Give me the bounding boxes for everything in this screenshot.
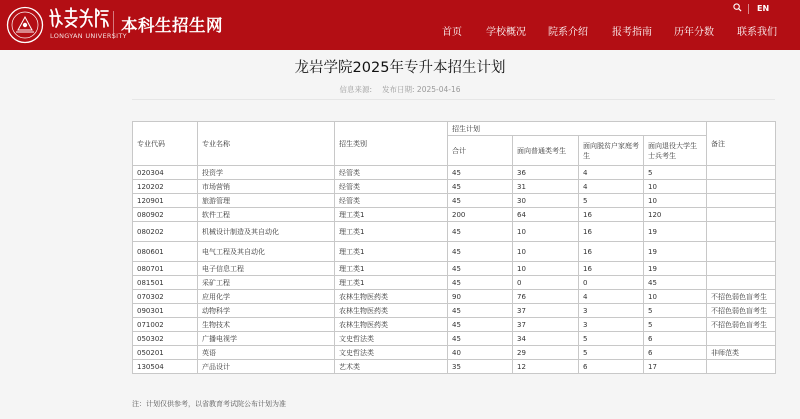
cell-total: 45 bbox=[448, 166, 513, 180]
cell-poverty: 6 bbox=[579, 360, 644, 374]
enrollment-plan-table bbox=[132, 121, 776, 374]
cell-veteran: 10 bbox=[644, 194, 707, 208]
table-row bbox=[133, 222, 776, 242]
cell-general: 37 bbox=[513, 318, 579, 332]
cell-general: 0 bbox=[513, 276, 579, 290]
cell-remark bbox=[707, 222, 776, 242]
cell-remark bbox=[707, 180, 776, 194]
header-divider bbox=[113, 11, 114, 39]
footnote: 注：计划仅供参考，以省教育考试院公布计划为准 bbox=[132, 400, 286, 408]
table-row bbox=[133, 290, 776, 304]
cell-total: 45 bbox=[448, 304, 513, 318]
article-meta bbox=[0, 84, 800, 95]
brand-calligraphy bbox=[48, 6, 110, 30]
table-row bbox=[133, 194, 776, 208]
table-row bbox=[133, 262, 776, 276]
cell-total: 45 bbox=[448, 222, 513, 242]
search-icon[interactable] bbox=[733, 3, 742, 14]
cell-poverty: 4 bbox=[579, 166, 644, 180]
cell-veteran: 19 bbox=[644, 222, 707, 242]
cell-general: 30 bbox=[513, 194, 579, 208]
cell-name: 电子信息工程 bbox=[198, 262, 335, 276]
cell-code: 080202 bbox=[133, 222, 198, 242]
cell-veteran: 19 bbox=[644, 262, 707, 276]
site-header bbox=[0, 0, 800, 50]
cell-code: 081501 bbox=[133, 276, 198, 290]
cell-code: 090301 bbox=[133, 304, 198, 318]
cell-total: 45 bbox=[448, 242, 513, 262]
cell-name: 市场营销 bbox=[198, 180, 335, 194]
table-row bbox=[133, 346, 776, 360]
cell-code: 120202 bbox=[133, 180, 198, 194]
cell-name: 采矿工程 bbox=[198, 276, 335, 290]
cell-category: 文史哲法类 bbox=[335, 332, 448, 346]
cell-code: 080701 bbox=[133, 262, 198, 276]
cell-veteran: 6 bbox=[644, 332, 707, 346]
header-total: 合计 bbox=[448, 136, 513, 166]
language-switch-en[interactable]: EN bbox=[757, 4, 770, 13]
header-category: 招生类别 bbox=[335, 122, 448, 166]
header-plan-group: 招生计划 bbox=[448, 122, 707, 136]
cell-name: 广播电视学 bbox=[198, 332, 335, 346]
cell-name: 电气工程及其自动化 bbox=[198, 242, 335, 262]
cell-category: 理工类1 bbox=[335, 208, 448, 222]
cell-veteran: 10 bbox=[644, 180, 707, 194]
cell-poverty: 3 bbox=[579, 318, 644, 332]
table-row bbox=[133, 332, 776, 346]
cell-total: 35 bbox=[448, 360, 513, 374]
cell-code: 120901 bbox=[133, 194, 198, 208]
cell-total: 45 bbox=[448, 180, 513, 194]
table-row bbox=[133, 242, 776, 262]
cell-poverty: 3 bbox=[579, 304, 644, 318]
cell-total: 200 bbox=[448, 208, 513, 222]
cell-total: 45 bbox=[448, 332, 513, 346]
nav-scores[interactable]: 历年分数 bbox=[674, 27, 714, 38]
cell-poverty: 5 bbox=[579, 346, 644, 360]
cell-category: 理工类1 bbox=[335, 222, 448, 242]
cell-general: 36 bbox=[513, 166, 579, 180]
article-title: 龙岩学院2025年专升本招生计划 bbox=[294, 60, 506, 76]
table-row bbox=[133, 180, 776, 194]
cell-name: 投资学 bbox=[198, 166, 335, 180]
table-row bbox=[133, 208, 776, 222]
cell-total: 45 bbox=[448, 318, 513, 332]
header-name: 专业名称 bbox=[198, 122, 335, 166]
cell-name: 产品设计 bbox=[198, 360, 335, 374]
cell-code: 050302 bbox=[133, 332, 198, 346]
cell-code: 130504 bbox=[133, 360, 198, 374]
nav-home[interactable]: 首页 bbox=[442, 27, 462, 38]
nav-departments[interactable]: 院系介绍 bbox=[548, 27, 588, 38]
util-divider bbox=[748, 4, 749, 14]
cell-remark: 不招色弱色盲考生 bbox=[707, 304, 776, 318]
cell-category: 文史哲法类 bbox=[335, 346, 448, 360]
cell-code: 070302 bbox=[133, 290, 198, 304]
cell-veteran: 5 bbox=[644, 304, 707, 318]
cell-name: 软件工程 bbox=[198, 208, 335, 222]
cell-category: 理工类1 bbox=[335, 242, 448, 262]
table-row bbox=[133, 304, 776, 318]
cell-total: 45 bbox=[448, 194, 513, 208]
cell-veteran: 17 bbox=[644, 360, 707, 374]
university-seal-logo[interactable] bbox=[6, 6, 44, 44]
cell-total: 40 bbox=[448, 346, 513, 360]
cell-poverty: 16 bbox=[579, 242, 644, 262]
cell-remark bbox=[707, 262, 776, 276]
cell-remark bbox=[707, 332, 776, 346]
cell-code: 080902 bbox=[133, 208, 198, 222]
cell-remark bbox=[707, 166, 776, 180]
cell-remark bbox=[707, 360, 776, 374]
cell-general: 29 bbox=[513, 346, 579, 360]
cell-poverty: 16 bbox=[579, 262, 644, 276]
cell-general: 76 bbox=[513, 290, 579, 304]
cell-general: 37 bbox=[513, 304, 579, 318]
cell-veteran: 5 bbox=[644, 318, 707, 332]
cell-veteran: 120 bbox=[644, 208, 707, 222]
cell-category: 经管类 bbox=[335, 180, 448, 194]
table-row bbox=[133, 276, 776, 290]
table-row bbox=[133, 166, 776, 180]
header-general: 面向普通类考生 bbox=[513, 136, 579, 166]
cell-code: 080601 bbox=[133, 242, 198, 262]
cell-veteran: 5 bbox=[644, 166, 707, 180]
cell-category: 艺术类 bbox=[335, 360, 448, 374]
publish-date: 发布日期: 2025-04-16 bbox=[382, 85, 461, 94]
header-remark: 备注 bbox=[707, 122, 776, 166]
nav-contact[interactable]: 联系我们 bbox=[737, 27, 777, 38]
cell-veteran: 6 bbox=[644, 346, 707, 360]
cell-total: 45 bbox=[448, 276, 513, 290]
info-source: 信息来源: bbox=[339, 85, 373, 94]
table-body bbox=[133, 122, 776, 374]
cell-category: 经管类 bbox=[335, 194, 448, 208]
cell-total: 90 bbox=[448, 290, 513, 304]
cell-remark: 不招色弱色盲考生 bbox=[707, 290, 776, 304]
title-rule bbox=[132, 99, 775, 100]
brand-english-name: LONGYAN UNIVERSITY bbox=[50, 32, 127, 40]
cell-name: 英语 bbox=[198, 346, 335, 360]
nav-guide[interactable]: 报考指南 bbox=[612, 27, 652, 38]
cell-general: 10 bbox=[513, 262, 579, 276]
table-header-row bbox=[133, 122, 776, 136]
cell-veteran: 10 bbox=[644, 290, 707, 304]
cell-general: 34 bbox=[513, 332, 579, 346]
cell-general: 64 bbox=[513, 208, 579, 222]
cell-remark bbox=[707, 242, 776, 262]
cell-name: 生物技术 bbox=[198, 318, 335, 332]
cell-veteran: 45 bbox=[644, 276, 707, 290]
header-code: 专业代码 bbox=[133, 122, 198, 166]
cell-poverty: 16 bbox=[579, 208, 644, 222]
cell-general: 12 bbox=[513, 360, 579, 374]
header-veteran: 面向退役大学生士兵考生 bbox=[644, 136, 707, 166]
cell-general: 10 bbox=[513, 242, 579, 262]
cell-poverty: 4 bbox=[579, 290, 644, 304]
cell-poverty: 4 bbox=[579, 180, 644, 194]
cell-remark: 非师范类 bbox=[707, 346, 776, 360]
cell-code: 020304 bbox=[133, 166, 198, 180]
cell-poverty: 0 bbox=[579, 276, 644, 290]
header-poverty: 面向脱贫户家庭考生 bbox=[579, 136, 644, 166]
cell-veteran: 19 bbox=[644, 242, 707, 262]
site-title[interactable]: 本科生招生网 bbox=[121, 16, 223, 35]
cell-code: 050201 bbox=[133, 346, 198, 360]
cell-poverty: 5 bbox=[579, 332, 644, 346]
cell-category: 理工类1 bbox=[335, 262, 448, 276]
cell-category: 农林生物医药类 bbox=[335, 304, 448, 318]
cell-total: 45 bbox=[448, 262, 513, 276]
cell-name: 动物科学 bbox=[198, 304, 335, 318]
table-row bbox=[133, 360, 776, 374]
cell-category: 农林生物医药类 bbox=[335, 290, 448, 304]
nav-about[interactable]: 学校概况 bbox=[486, 27, 526, 38]
cell-poverty: 16 bbox=[579, 222, 644, 242]
cell-name: 应用化学 bbox=[198, 290, 335, 304]
cell-name: 机械设计制造及其自动化 bbox=[198, 222, 335, 242]
cell-category: 农林生物医药类 bbox=[335, 318, 448, 332]
cell-poverty: 5 bbox=[579, 194, 644, 208]
cell-name: 旅游管理 bbox=[198, 194, 335, 208]
cell-remark bbox=[707, 276, 776, 290]
cell-general: 31 bbox=[513, 180, 579, 194]
cell-code: 071002 bbox=[133, 318, 198, 332]
seal-icon bbox=[6, 6, 44, 44]
cell-remark: 不招色弱色盲考生 bbox=[707, 318, 776, 332]
cell-category: 理工类1 bbox=[335, 276, 448, 290]
cell-category: 经管类 bbox=[335, 166, 448, 180]
cell-general: 10 bbox=[513, 222, 579, 242]
cell-remark bbox=[707, 208, 776, 222]
table-row bbox=[133, 318, 776, 332]
cell-remark bbox=[707, 194, 776, 208]
